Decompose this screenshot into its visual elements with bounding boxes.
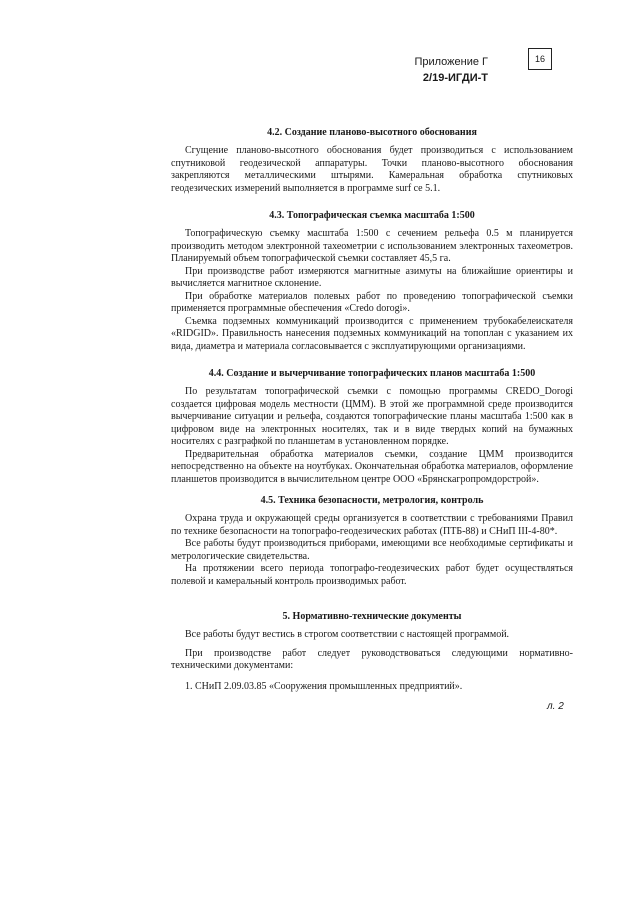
section-4-5-paragraph-3: На протяжении всего периода топографо-геодезических работ будет осуществляться полевой и камеральный контроль производимых работ. <box>171 563 573 587</box>
section-4-5-paragraph-1: Охрана труда и окружающей среды организуется в соответствии с требованиями Правил по технике безопасности на топографо-геодезических работах (ПТБ-88) и СНиП III-4-80*. <box>171 513 573 537</box>
document-body <box>171 126 573 693</box>
section-5-paragraph-1: Все работы будут вестись в строгом соответствии с настоящей программой. <box>185 629 510 640</box>
section-4-4-paragraph-1: По результатам топографической съемки с помощью программы CREDO_Dorogi создается цифровая модель местности (ЦММ). В этой же программной среде производится вычерчивание ситуации и рельефа, создаются топографические планы масштаба 1:500 как в цифровом виде на электронных носителях, так и в виде твердых копий на бумажных носителях с разграфкой по планшетам в установленном порядке. <box>171 386 573 447</box>
sheet-number: л. 2 <box>547 701 564 712</box>
page-number-box: 16 <box>528 48 552 70</box>
section-4-3-title: 4.3. Топографическая съемка масштаба 1:500 <box>269 210 475 221</box>
section-4-4-paragraph-2: Предварительная обработка материалов съемки, создание ЦММ производится непосредственно на объекте на ноутбуках. Окончательная обработка материалов, оформление планшетов производится в вычислительном центре ООО «Брянскагропромдорстрой». <box>171 448 573 485</box>
section-4-5-paragraph-2: Все работы будут производиться приборами, имеющими все необходимые сертификаты и метрологические свидетельства. <box>171 538 573 562</box>
section-4-3-paragraph-2: При производстве работ измеряются магнитные азимуты на ближайшие ориентиры и вычисляется магнитное склонение. <box>171 265 573 289</box>
section-4-3-paragraph-3: При обработке материалов полевых работ по проведению топографической съемки применяется программные обеспечения «Credo dorogi». <box>171 290 573 314</box>
section-4-3-paragraph-4: Съемка подземных коммуникаций производится с применением трубокабелеискателя «RIDGID». Правильность нанесения подземных коммуникаций на топоплан с указанием их вида, диаметра и материала согласовывается с эксплуатирующими организациями. <box>171 315 573 352</box>
page-header <box>414 54 488 86</box>
list-item: 1. СНиП 2.09.03.85 «Сооружения промышленных предприятий». <box>185 680 463 692</box>
section-4-2-title: 4.2. Создание планово-высотного обоснования <box>267 127 477 138</box>
section-4-4-title: 4.4. Создание и вычерчивание топографических планов масштаба 1:500 <box>208 368 536 379</box>
section-4-3-paragraph-1: Топографическую съемку масштаба 1:500 с сечением рельефа 0.5 м планируется производить методом электронной тахеометрии с использованием электронных тахеометров. Планируемый объем топографической съемки составляет 45,5 га. <box>171 228 573 264</box>
section-4-5-title: 4.5. Техника безопасности, метрология, контроль <box>260 495 484 506</box>
section-4-2-paragraph: Сгущение планово-высотного обоснования будет производиться с использованием спутниковой геодезической аппаратуры. Точки планово-высотного обоснования закрепляются металлическими штырями. Камеральная обработка спутниковых геодезических измерений выполняется в программе surf ce 5.1. <box>171 145 573 194</box>
section-5-title: 5. Нормативно-технические документы <box>282 611 462 622</box>
document-code: 2/19-ИГДИ-Т <box>422 72 488 84</box>
appendix-label: Приложение Г <box>414 56 488 68</box>
section-5-paragraph-2: При производстве работ следует руководствоваться следующими нормативно-техническими документами: <box>171 647 573 671</box>
